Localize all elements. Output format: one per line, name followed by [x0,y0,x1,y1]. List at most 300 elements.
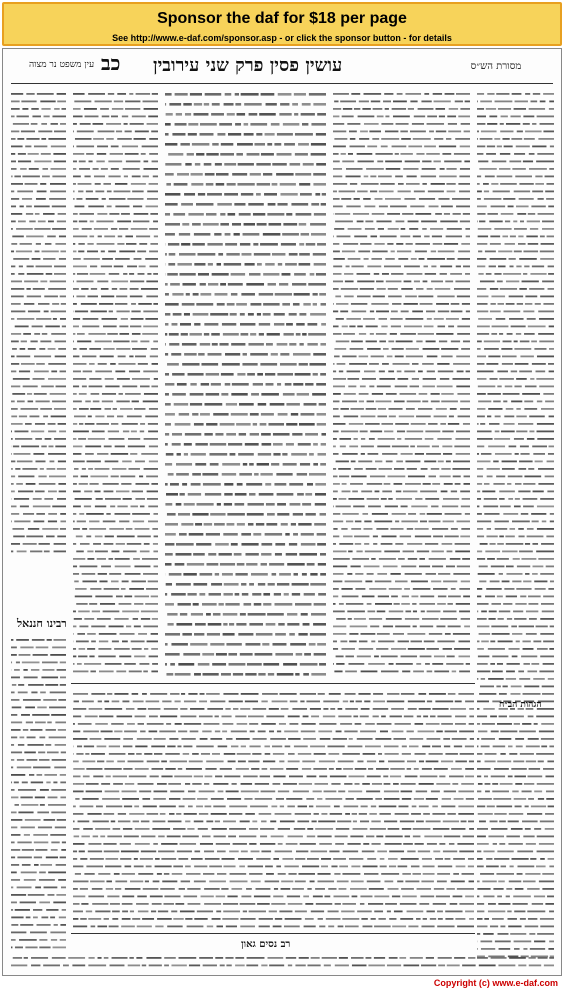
text-line-fragment [17,191,33,193]
text-line-fragment [11,288,24,290]
text-line-fragment [11,647,17,649]
text-line-fragment [396,461,403,463]
text-line-fragment [261,433,271,436]
text-line-fragment [60,774,66,776]
text-line-fragment [379,806,397,808]
text-line-fragment [542,686,554,688]
text-line-fragment [309,806,313,808]
text-line-fragment [224,776,240,778]
text-line-fragment [60,513,66,515]
text-line-fragment [281,523,288,526]
text-line-fragment [13,378,30,380]
text-line-fragment [500,123,504,125]
text-line-fragment [307,563,315,566]
text-line-fragment [406,243,413,245]
text-line-fragment [499,843,505,845]
text-line-fragment [496,318,506,320]
text-line-fragment [165,403,171,406]
text-line-fragment [310,273,315,276]
text-line-fragment [60,662,66,664]
text-line-fragment [260,828,274,830]
text-line-fragment [518,243,526,245]
text-line-fragment [155,858,160,860]
text-line-fragment [213,783,228,785]
text-line-fragment [295,965,305,967]
text-line-fragment [433,161,440,163]
text-line-fragment [135,356,146,358]
text-line-fragment [221,373,234,376]
text-line-fragment [11,819,22,821]
text-line-fragment [408,221,419,223]
text-line-fragment [433,93,442,95]
text-line-fragment [437,641,454,643]
text-line-fragment [415,453,424,455]
text-line-fragment [506,543,524,545]
text-line-fragment [93,543,101,545]
text-line-fragment [500,506,511,508]
text-line-fragment [374,198,382,200]
text-line-fragment [31,669,39,671]
text-line-fragment [395,386,408,388]
text-line-fragment [275,293,292,296]
text-line-fragment [493,798,511,800]
text-line-fragment [516,641,520,643]
text-line-fragment [302,123,308,126]
text-line-fragment [490,258,507,260]
text-line-fragment [319,663,326,666]
text-line-fragment [405,93,421,95]
text-line-fragment [261,93,275,96]
text-line-fragment [204,888,220,890]
text-line-fragment [151,911,156,913]
text-line-fragment [542,521,547,523]
text-line-fragment [283,663,297,666]
text-line-fragment [491,296,505,298]
text-line-fragment [121,318,128,320]
text-line-fragment [55,356,66,358]
text-line-fragment [375,798,382,800]
text-line-fragment [438,461,444,463]
text-line-fragment [360,131,368,133]
text-line-fragment [141,611,158,613]
text-line-fragment [348,551,352,553]
text-line-fragment [311,203,319,206]
text-line-fragment [249,583,254,586]
text-line-fragment [168,263,175,266]
text-line-fragment [487,806,495,808]
text-line-fragment [251,881,261,883]
text-line-fragment [11,812,17,814]
text-line-fragment [190,731,199,733]
text-line-fragment [140,731,145,733]
text-line-fragment [361,918,367,920]
text-line-fragment [491,566,505,568]
text-line-fragment [221,716,231,718]
text-line-fragment [110,965,125,967]
text-line-fragment [73,356,79,358]
text-line-fragment [364,93,382,95]
text-line-fragment [42,669,54,671]
text-line-fragment [111,551,119,553]
text-line-fragment [301,723,315,725]
text-line-fragment [92,611,100,613]
text-line-fragment [275,653,293,656]
text-line-fragment [333,648,338,650]
text-line-fragment [87,551,93,553]
text-line-fragment [249,273,260,276]
text-line-fragment [144,393,158,395]
text-line-fragment [222,918,238,920]
text-line-fragment [246,283,264,286]
text-line-fragment [11,303,21,305]
text-line-fragment [22,468,37,470]
text-line-fragment [76,296,85,298]
text-line-fragment [367,776,381,778]
text-line-fragment [95,723,108,725]
text-line-fragment [296,333,301,336]
text-line-fragment [286,323,293,326]
text-line-fragment [363,198,371,200]
text-line-fragment [525,131,542,133]
text-line-fragment [367,881,381,883]
text-line-fragment [210,443,226,446]
text-line-fragment [514,348,531,350]
text-line-fragment [453,858,465,860]
text-line-fragment [423,866,435,868]
text-line-fragment [538,138,554,140]
text-line-fragment [532,191,543,193]
text-line-fragment [203,673,219,676]
text-line-fragment [392,896,400,898]
text-line-fragment [13,453,30,455]
text-line-fragment [131,341,137,343]
text-line-fragment [220,965,225,967]
text-line-fragment [267,613,284,616]
text-line-fragment [226,965,231,967]
text-line-fragment [124,123,128,125]
text-line-fragment [484,776,488,778]
text-line-fragment [271,806,277,808]
text-line-fragment [343,243,358,245]
text-line-fragment [77,131,94,133]
text-line-fragment [351,566,361,568]
text-line-fragment [38,303,49,305]
lower-rule [71,683,475,684]
text-line-fragment [336,506,351,508]
text-line-fragment [78,243,84,245]
text-line-fragment [470,738,474,740]
text-line-fragment [225,708,230,710]
text-line-fragment [192,223,201,226]
text-line-fragment [413,138,431,140]
text-line-fragment [141,851,156,853]
text-line-fragment [547,236,554,238]
text-line-fragment [48,431,56,433]
text-line-fragment [109,926,119,928]
text-line-fragment [295,373,311,376]
text-line-fragment [524,783,534,785]
text-line-fragment [211,798,224,800]
text-line-fragment [132,191,143,193]
text-line-fragment [73,491,81,493]
text-line-fragment [227,798,241,800]
text-line-fragment [456,453,470,455]
text-line-fragment [31,123,38,125]
text-line-fragment [74,581,78,583]
text-line-fragment [143,888,159,890]
text-line-fragment [450,408,457,410]
text-line-fragment [478,731,487,733]
text-line-fragment [518,236,523,238]
text-line-fragment [432,236,442,238]
text-line-fragment [316,383,326,386]
text-line-fragment [278,93,292,96]
text-line-fragment [390,776,401,778]
text-line-fragment [426,153,440,155]
text-line-fragment [461,506,470,508]
text-line-fragment [360,243,371,245]
text-line-fragment [398,258,408,260]
text-line-fragment [455,438,470,440]
text-line-fragment [419,708,431,710]
text-line-fragment [526,746,540,748]
text-line-fragment [272,783,280,785]
text-line-fragment [90,738,102,740]
text-line-fragment [362,378,376,380]
text-line-fragment [35,887,41,889]
text-line-fragment [286,423,297,426]
text-line-fragment [314,263,326,266]
text-line-fragment [502,551,517,553]
text-line-fragment [252,753,261,755]
text-line-fragment [321,433,326,436]
text-line-fragment [455,101,463,103]
text-line-fragment [165,593,167,596]
text-line-fragment [527,438,535,440]
text-line-fragment [174,403,188,406]
text-line-fragment [524,333,535,335]
text-line-fragment [496,806,512,808]
text-line-fragment [60,939,66,941]
text-line-fragment [400,536,411,538]
text-line-fragment [106,806,122,808]
text-line-fragment [33,453,44,455]
text-line-fragment [445,93,455,95]
text-line-fragment [365,581,372,583]
text-line-fragment [427,318,432,320]
text-line-fragment [477,93,484,95]
text-line-fragment [483,851,494,853]
text-line-fragment [423,378,436,380]
text-line-fragment [517,866,534,868]
text-line-fragment [336,656,344,658]
text-line-fragment [190,403,202,406]
text-line-fragment [318,453,326,456]
text-line-fragment [32,258,41,260]
text-line-fragment [137,536,150,538]
text-line-fragment [374,896,389,898]
text-line-fragment [315,888,325,890]
text-line-fragment [149,716,158,718]
text-line-fragment [420,776,438,778]
text-line-fragment [231,888,242,890]
text-line-fragment [367,603,372,605]
text-line-fragment [53,153,66,155]
text-line-fragment [358,251,370,253]
text-line-fragment [313,623,326,626]
text-line-fragment [509,161,521,163]
text-line-fragment [111,476,119,478]
text-line-fragment [234,553,242,556]
text-line-fragment [397,93,403,95]
text-line-fragment [249,723,258,725]
sponsor-button[interactable] [2,2,562,46]
text-line-fragment [432,813,445,815]
text-line-fragment [193,583,207,586]
text-line-fragment [28,348,36,350]
text-line-fragment [73,896,85,898]
text-line-fragment [89,521,99,523]
text-line-fragment [344,393,356,395]
text-line-fragment [165,503,172,506]
text-line-fragment [381,146,388,148]
text-line-fragment [542,888,554,890]
text-line-fragment [34,842,48,844]
text-line-fragment [220,223,229,226]
text-line-fragment [465,101,470,103]
text-line-fragment [403,168,418,170]
text-line-fragment [172,433,182,436]
text-line-fragment [24,303,34,305]
text-line-fragment [342,918,359,920]
text-line-fragment [166,583,172,586]
text-line-fragment [321,443,326,446]
text-line-fragment [101,266,112,268]
text-line-fragment [441,393,453,395]
text-line-fragment [370,236,377,238]
text-line-fragment [426,723,440,725]
text-line-fragment [477,528,483,530]
text-line-fragment [295,813,311,815]
text-line-fragment [333,513,340,515]
text-line-fragment [423,873,435,875]
text-line-fragment [11,146,23,148]
text-line-fragment [506,596,517,598]
text-line-fragment [254,143,265,146]
text-line-fragment [432,746,441,748]
text-line-fragment [435,288,450,290]
text-line-fragment [199,957,213,959]
text-line-fragment [453,213,461,215]
text-line-fragment [18,273,24,275]
text-line-fragment [524,266,529,268]
text-line-fragment [359,101,369,103]
text-line-fragment [255,653,273,656]
text-line-fragment [196,203,213,206]
text-line-fragment [265,753,271,755]
text-line-fragment [460,401,470,403]
text-line-fragment [366,836,374,838]
text-line-fragment [522,641,530,643]
text-line-fragment [364,543,369,545]
text-line-fragment [39,872,46,874]
text-line-fragment [494,273,501,275]
text-line-fragment [549,348,554,350]
text-line-fragment [388,408,402,410]
text-line-fragment [216,896,225,898]
text-line-fragment [81,836,89,838]
text-line-fragment [31,965,40,967]
text-line-fragment [212,828,227,830]
text-line-fragment [169,253,176,256]
text-line-fragment [406,408,415,410]
text-line-fragment [80,123,91,125]
text-line-fragment [269,731,274,733]
text-line-fragment [82,798,98,800]
text-line-fragment [111,423,118,425]
text-line-fragment [93,776,103,778]
text-line-fragment [73,813,83,815]
text-line-fragment [400,903,417,905]
text-line-fragment [377,633,390,635]
text-line-fragment [549,416,554,418]
text-line-fragment [414,116,425,118]
text-line-fragment [379,341,386,343]
text-line-fragment [407,176,417,178]
text-line-fragment [205,93,222,96]
text-line-fragment [130,296,143,298]
text-line-fragment [545,401,554,403]
text-line-fragment [303,623,310,626]
text-line-fragment [145,603,158,605]
copyright-link[interactable]: Copyright (c) www.e-daf.com [433,978,558,988]
text-line-fragment [76,641,89,643]
text-line-fragment [514,776,526,778]
text-line-fragment [131,311,140,313]
text-line-fragment [88,438,105,440]
text-line-fragment [104,701,109,703]
text-line-fragment [250,303,261,306]
text-line-fragment [207,708,223,710]
text-line-fragment [123,746,132,748]
text-line-fragment [538,198,544,200]
text-line-fragment [222,473,236,476]
text-line-fragment [145,881,149,883]
text-line-fragment [480,543,488,545]
text-line-fragment [458,251,470,253]
text-line-fragment [229,701,243,703]
text-line-fragment [344,783,352,785]
text-line-fragment [183,573,196,576]
text-line-fragment [58,699,66,701]
text-line-fragment [19,654,31,656]
text-line-fragment [528,957,535,959]
text-line-fragment [440,221,457,223]
text-line-fragment [278,791,289,793]
text-line-fragment [144,168,158,170]
text-line-fragment [270,768,283,770]
text-line-fragment [94,176,105,178]
text-line-fragment [516,431,527,433]
text-line-fragment [191,183,203,186]
text-line-fragment [173,918,183,920]
text-line-fragment [395,356,404,358]
text-line-fragment [528,776,543,778]
text-line-fragment [542,281,554,283]
text-line-fragment [17,759,24,761]
text-line-fragment [167,623,173,626]
text-line-fragment [500,153,510,155]
